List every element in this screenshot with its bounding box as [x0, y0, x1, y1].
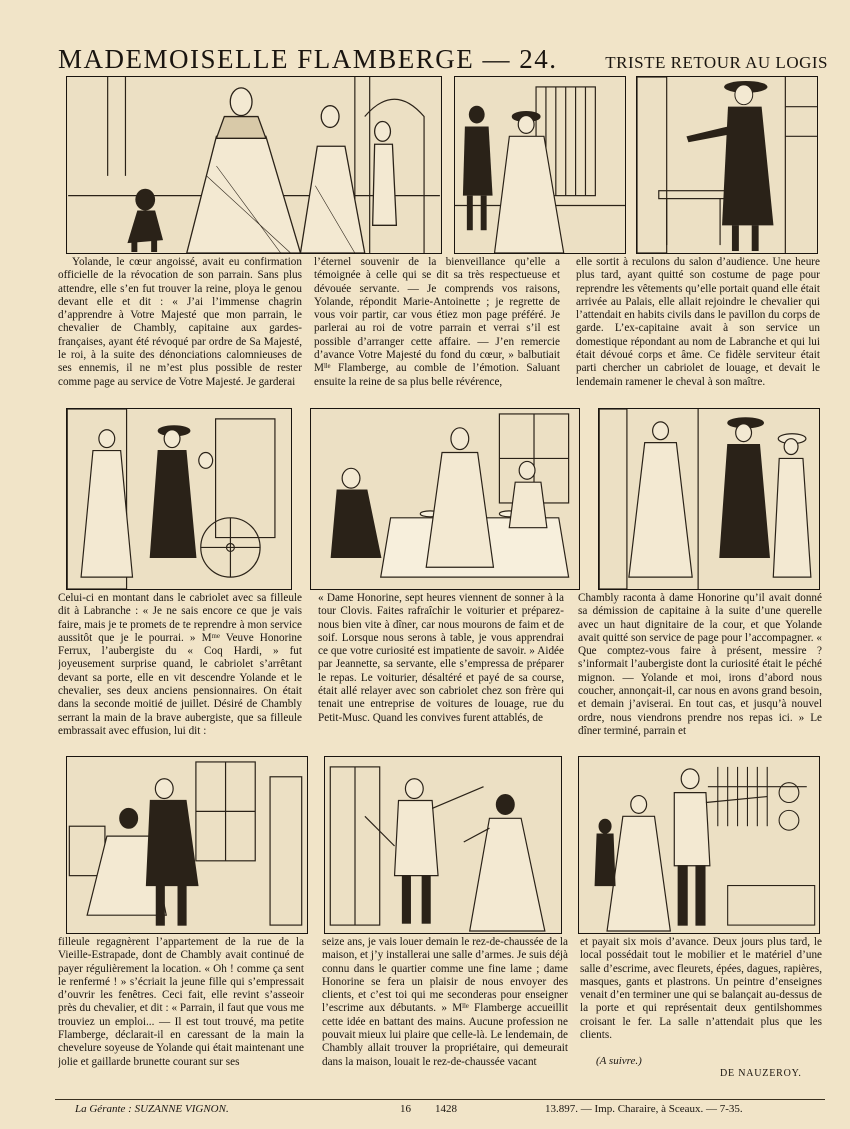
paragraph: filleule regagnèrent l’appartement de la rue de la Vieille-Estrapade, dont de Chambly avait continué de payer régulièrement la location. « Oh ! comme ça sent le renfermé ! » s’écriait la jeune fille qui s’empressait d’ouvrir les fenêtres. Ceci fait, elle revint s’asseoir près du chevalier, et dit : « Parrain, il faut que vous me trouviez un emploi... — Il est tout trouvé, ma petite Flamberge, déclarait-il en caressant de la main la chevelure soyeuse de Yolande qui était maintenant une jolie et gaillarde brunette courant sur ses: [58, 936, 304, 1068]
panel-2-1: [66, 408, 292, 590]
paragraph: Yolande, le cœur angoissé, avait eu confirmation officielle de la révocation de son parrain. Sans plus attendre, elle s’en fut trouver la reine, ploya le genou devant elle et dit : « J’ai l’immense chagrin d’apprendre à Votre Majesté que mon parrain, le chevalier de Chambly, capitaine aux gardes-françaises, ayant été révoqué par ordre de Sa Majesté, le roi, à la suite des dénonciations calomnieuses de ses ennemis, il ne m’est plus possible de rester comme page au service de Votre Majesté. Je garderai: [58, 256, 302, 388]
illustration-guard-room: [455, 77, 625, 253]
paragraph: Celui-ci en montant dans le cabriolet avec sa filleule dit à Labranche : « Je ne sais encore ce que je vais faire, mais je te promets de te reprendre à mon service aussitôt que je le pourrai. » Mᵐᵉ Veuve Honorine Ferrux, l’aubergiste du « Coq Hardi, » fut joyeusement surprise quand, le cabriolet s’arrêtant devant sa porte, elle en vit descendre Yolande et le chevalier, ses deux anciens pensionnaires. On était dans la seconde moitié de juillet. Désiré de Chambly serrant la main de la brave aubergiste, que sa filleule embrassait avec effusion, lui dit :: [58, 592, 302, 737]
paragraph: seize ans, je vais louer demain le rez-de-chaussée de la maison, et j’y installerai une salle d’armes. Je suis déjà connu dans le quartier comme une fine lame ; dame Honorine se fera un plaisir de nous envoyer des clients, et c’est toi qui me seconderas pour enseigner l’escrime aux débutants. » Mˡˡᵉ Flamberge accueillit cette idée en battant des mains. Aucune profession ne pouvait mieux lui plaire que celle-là. Le lendemain, de Chambly allait trouver la propriétaire, qui demeurait dans la maison, louait le rez-de-chaussée vacant: [322, 936, 568, 1068]
footer-imprint: 13.897. — Imp. Charaire, à Sceaux. — 7-35.: [545, 1103, 743, 1115]
paragraph: et payait six mois d’avance. Deux jours plus tard, le local possédait tout le mobilier et le matériel d’une salle d’escrime, avec fleurets, épées, dagues, rapières, masques, gants et plastrons. Un peintre d’enseignes venait d’en terminer une qui se balançait au-dessus de la porte et qui représentait deux gentilshommes croisant le fer. La salle n’attendait plus que les clients.: [580, 936, 822, 1042]
footer-gerante: La Gérante : SUZANNE VIGNON.: [75, 1103, 229, 1115]
text-column-1-3: [576, 256, 820, 406]
panel-2-3: [598, 408, 820, 590]
footer-issue-number: 1428: [435, 1103, 457, 1115]
page-footer: [75, 1103, 815, 1121]
text-column-3-2: [322, 936, 568, 1096]
text-column-3-1: [58, 936, 304, 1096]
text-column-2-1: [58, 592, 302, 752]
illustration-chevalier-waiting: [637, 77, 817, 253]
paragraph: Chambly raconta à dame Honorine qu’il avait donné sa démission de capitaine à la suite d’une querelle avec un haut dignitaire de la cour, et que Yolande avait quitté son service de page pour l’accompagner. « Que comptez-vous faire à présent, messire ? s’informait l’aubergiste dont la curiosité était le péché mignon. — Yolande et moi, irons d’abord nous coucher, annonçait-il, car nous en avons grand besoin, et demain j’aviserai. En tout cas, et jusqu’à nouvel ordre, nous viendrons prendre nos repas ici. » Le dîner terminé, parrain et: [578, 592, 822, 737]
panel-2-2: [310, 408, 580, 590]
text-column-2-3: [578, 592, 822, 752]
illustration-queen-audience: [67, 77, 441, 253]
footer-page-number: 16: [400, 1103, 411, 1115]
paragraph: l’éternel souvenir de la bienveillance qu’elle a témoignée à celle qui se dit sa très respectueuse et dévouée servante. — Je comprends vos raisons, Yolande, répondit Marie-Antoinette ; je regrette de vous voir partir, car vous étiez mon page préféré. Je parlerai au roi de votre parrain et verrai s’il est possible d’arranger cette affaire. — J’en remercie d’avance Votre Majesté du fond du cœur, » balbutiait Mˡˡᵉ Flamberge, au comble de l’émotion. Saluant ensuite la reine de sa plus belle révérence,: [314, 256, 560, 388]
paragraph: elle sortit à reculons du salon d’audience. Une heure plus tard, ayant quitté son costume de page pour reprendre les vêtements qu’elle portait quand elle était arrivée au Palais, elle allait rejoindre le chevalier qui l’attendait en habits civils dans le pavillon du corps de garde. L’ex-capitaine avait à son service un domestique répondant au nom de Labranche et qui lui était dévoué corps et âme. Ce fidèle serviteur était parti chercher un cabriolet de louage, et devait le lendemain ramener le cheval à son maître.: [576, 256, 820, 388]
page-subtitle: TRISTE RETOUR AU LOGIS: [605, 53, 828, 72]
author-signature: DE NAUZEROY.: [720, 1068, 802, 1079]
text-column-1-2: [314, 256, 560, 406]
text-column-2-2: [318, 592, 564, 752]
page-header: [58, 44, 828, 78]
panel-1-3: [636, 76, 818, 254]
illustration-fencing-idea: [325, 757, 561, 933]
panel-3-2: [324, 756, 562, 934]
paragraph: « Dame Honorine, sept heures viennent de sonner à la tour Clovis. Faites rafraîchir le voiturier et préparez-nous bien vite à dîner, car nous mourons de faim et de soif. Lorsque nous serons à table, je vous apprendrai ce que votre curiosité est impatiente de savoir. » Aidée par Jeannette, sa servante, elle s’empressa de préparer le repas. Le voiturier, désaltéré et payé de sa course, était allé relayer avec son cabriolet chez son frère qui tenait une entreprise de voitures de louage, rue du Petit-Musc. Quand les convives furent attablés, de: [318, 592, 564, 724]
panel-3-3: [578, 756, 820, 934]
panel-3-1: [66, 756, 308, 934]
panel-1-1: [66, 76, 442, 254]
illustration-cabriolet: [67, 409, 291, 589]
footer-divider: [55, 1099, 825, 1100]
illustration-fencing-hall: [579, 757, 819, 933]
illustration-apartment: [67, 757, 307, 933]
continued-note: (A suivre.): [596, 1055, 642, 1067]
panel-1-2: [454, 76, 626, 254]
illustration-dinner-table: [311, 409, 579, 589]
page-title: MADEMOISELLE FLAMBERGE — 24.: [58, 44, 558, 74]
text-column-1-1: [58, 256, 302, 406]
illustration-arrival-inn: [599, 409, 819, 589]
text-column-3-3: [580, 936, 822, 1054]
